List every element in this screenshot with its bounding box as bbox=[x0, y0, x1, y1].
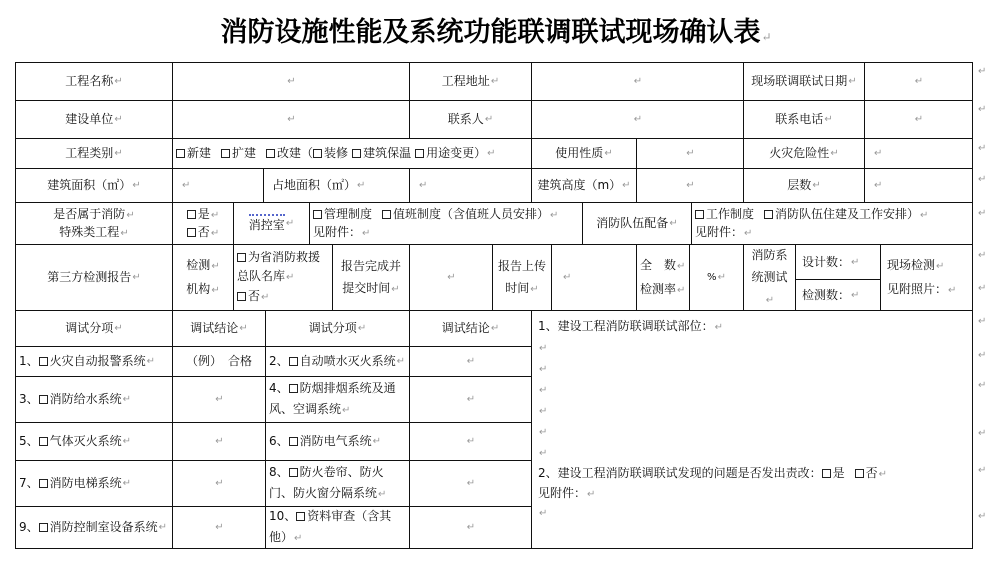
debug-result-3[interactable]: ↵ bbox=[172, 376, 266, 423]
checkbox-special-no[interactable] bbox=[187, 228, 196, 237]
row-end-mark: ↵ bbox=[978, 250, 987, 261]
project-address-label: 工程地址 ↵ bbox=[409, 62, 532, 101]
checkbox-usage-change[interactable] bbox=[415, 149, 424, 158]
checkbox-debug-4[interactable] bbox=[289, 384, 298, 393]
debug-result-6[interactable]: ↵ bbox=[409, 422, 532, 461]
tested-count-field[interactable]: 检测数： ↵ bbox=[795, 279, 881, 311]
debug-result-10[interactable]: ↵ bbox=[409, 506, 532, 549]
row-end-mark: ↵ bbox=[978, 143, 987, 154]
checkbox-rectify-no[interactable] bbox=[855, 469, 864, 478]
row-end-mark: ↵ bbox=[978, 208, 987, 219]
row-end-mark: ↵ bbox=[978, 104, 987, 115]
debug-item-2: 2、 自动喷水灭火系统 ↵ bbox=[265, 346, 410, 377]
control-room-options: 管理制度 值班制度（含值班人员安排）↵ 见附件：↵ bbox=[309, 202, 583, 245]
building-height-field[interactable]: ↵ bbox=[636, 168, 744, 203]
special-project-choice: 是↵ 否↵ bbox=[172, 202, 234, 245]
rectify-question: 2、建设工程消防联调联试发现的问题是否发出责改： 是 否↵ bbox=[538, 466, 888, 480]
contact-label: 联系人 ↵ bbox=[409, 100, 532, 139]
debug-item-4: 4、 防烟排烟系统及通风、空调系统↵ bbox=[265, 376, 410, 423]
header-debug-item-right: 调试分项 ↵ bbox=[265, 310, 410, 347]
fire-team-options: 工作制度 消防队伍住建及工作安排）↵ 见附件：↵ bbox=[691, 202, 973, 245]
debug-result-9[interactable]: ↵ bbox=[172, 506, 266, 549]
checkbox-agency-listed[interactable] bbox=[237, 253, 246, 262]
row-end-mark: ↵ bbox=[978, 66, 987, 77]
third-party-report-label: 第三方检测报告 ↵ bbox=[15, 244, 173, 311]
row-end-mark: ↵ bbox=[978, 428, 987, 439]
building-area-label: 建筑面积（㎡） ↵ bbox=[15, 168, 173, 203]
builder-field[interactable]: ↵ bbox=[172, 100, 410, 139]
control-room-label: 消控室 ↵ bbox=[233, 202, 310, 245]
site-photo-label: 现场检测↵ 见附照片：↵ bbox=[880, 244, 973, 311]
debug-result-5[interactable]: ↵ bbox=[172, 422, 266, 461]
checkbox-rectify-yes[interactable] bbox=[822, 469, 831, 478]
checkbox-debug-10[interactable] bbox=[296, 512, 305, 521]
debug-item-9: 9、 消防控制室设备系统 ↵ bbox=[15, 506, 173, 549]
checkbox-expand[interactable] bbox=[221, 149, 230, 158]
header-debug-result-left: 调试结论 ↵ bbox=[172, 310, 266, 347]
row-end-mark: ↵ bbox=[978, 511, 987, 522]
fire-team-label: 消防队伍配备 ↵ bbox=[582, 202, 692, 245]
row-end-mark: ↵ bbox=[978, 465, 987, 476]
row-end-mark: ↵ bbox=[978, 316, 987, 327]
checkbox-debug-8[interactable] bbox=[289, 468, 298, 477]
checkbox-debug-9[interactable] bbox=[39, 523, 48, 532]
page-title: 消防设施性能及系统功能联调联试现场确认表↵ bbox=[220, 17, 772, 48]
project-type-label: 工程类别 ↵ bbox=[15, 138, 173, 169]
report-done-label: 报告完成并 提交时间↵ bbox=[332, 244, 410, 311]
debug-result-1[interactable]: （例） 合格 bbox=[172, 346, 266, 377]
debug-item-8: 8、 防火卷帘、防火门、防火窗分隔系统↵ bbox=[265, 460, 410, 507]
debug-result-4[interactable]: ↵ bbox=[409, 376, 532, 423]
project-name-field[interactable]: ↵ bbox=[172, 62, 410, 101]
full-rate-field[interactable]: % ↵ bbox=[689, 244, 744, 311]
rectify-attach: 见附件：↵ bbox=[538, 486, 596, 500]
phone-label: 联系电话 ↵ bbox=[743, 100, 865, 139]
debug-result-8[interactable]: ↵ bbox=[409, 460, 532, 507]
checkbox-debug-2[interactable] bbox=[289, 357, 298, 366]
contact-field[interactable]: ↵ bbox=[531, 100, 744, 139]
header-debug-item-left: 调试分项 ↵ bbox=[15, 310, 173, 347]
system-test-label: 消防系 统测试↵ bbox=[743, 244, 796, 311]
usage-label: 使用性质 ↵ bbox=[531, 138, 637, 169]
checkbox-work-system[interactable] bbox=[695, 210, 704, 219]
checkbox-special-yes[interactable] bbox=[187, 210, 196, 219]
notes-area[interactable]: 1、建设工程消防联调联试部位：↵ ↵ ↵ ↵ ↵ ↵ ↵ 2、建设工程消防联调联试发现的问题是否发出责改： 是 否↵ 见附件：↵ ↵ bbox=[531, 310, 973, 549]
special-project-label: 是否属于消防↵ 特殊类工程↵ bbox=[15, 202, 173, 245]
debug-item-7: 7、 消防电梯系统 ↵ bbox=[15, 460, 173, 507]
header-debug-result-right: 调试结论 ↵ bbox=[409, 310, 532, 347]
debug-item-6: 6、 消防电气系统 ↵ bbox=[265, 422, 410, 461]
checkbox-debug-3[interactable] bbox=[39, 395, 48, 404]
full-rate-label: 全 数↵ 检测率↵ bbox=[636, 244, 690, 311]
project-address-field[interactable]: ↵ bbox=[531, 62, 744, 101]
location-label: 1、建设工程消防联调联试部位：↵ bbox=[538, 319, 724, 333]
row-end-mark: ↵ bbox=[978, 380, 987, 391]
floors-field[interactable]: ↵ bbox=[864, 168, 973, 203]
report-upload-label: 报告上传 时间↵ bbox=[492, 244, 552, 311]
debug-item-3: 3、 消防给水系统 ↵ bbox=[15, 376, 173, 423]
checkbox-agency-no[interactable] bbox=[237, 292, 246, 301]
agency-label: 检测↵ 机构↵ bbox=[172, 244, 234, 311]
checkbox-management-system[interactable] bbox=[313, 210, 322, 219]
checkbox-debug-6[interactable] bbox=[289, 437, 298, 446]
row-end-mark: ↵ bbox=[978, 350, 987, 361]
checkbox-debug-7[interactable] bbox=[39, 479, 48, 488]
design-count-field[interactable]: 设计数： ↵ bbox=[795, 244, 881, 280]
fire-risk-label: 火灾危险性 ↵ bbox=[743, 138, 865, 169]
builder-label: 建设单位 ↵ bbox=[15, 100, 173, 139]
checkbox-debug-5[interactable] bbox=[39, 437, 48, 446]
building-height-label: 建筑高度（m） ↵ bbox=[531, 168, 637, 203]
checkbox-debug-1[interactable] bbox=[39, 357, 48, 366]
checkbox-decoration[interactable] bbox=[313, 149, 322, 158]
row-end-mark: ↵ bbox=[978, 283, 987, 294]
debug-item-5: 5、 气体灭火系统 ↵ bbox=[15, 422, 173, 461]
checkbox-duty-system[interactable] bbox=[382, 210, 391, 219]
report-done-field[interactable]: ↵ bbox=[409, 244, 493, 311]
floors-label: 层数 ↵ bbox=[743, 168, 865, 203]
test-date-field[interactable]: ↵ bbox=[864, 62, 973, 101]
row-end-mark: ↵ bbox=[978, 174, 987, 185]
phone-field[interactable]: ↵ bbox=[864, 100, 973, 139]
debug-item-1: 1、 火灾自动报警系统 ↵ bbox=[15, 346, 173, 377]
agency-options: 为省消防救援 总队名库↵ 否↵ bbox=[233, 244, 333, 311]
test-date-label: 现场联调联试日期 ↵ bbox=[743, 62, 865, 101]
checkbox-new[interactable] bbox=[176, 149, 185, 158]
checkbox-insulation[interactable] bbox=[352, 149, 361, 158]
land-area-field[interactable]: ↵ bbox=[409, 168, 532, 203]
project-name-label: 工程名称 ↵ bbox=[15, 62, 173, 101]
debug-result-2[interactable]: ↵ bbox=[409, 346, 532, 377]
fire-risk-field[interactable]: ↵ bbox=[864, 138, 973, 169]
usage-field[interactable]: ↵ bbox=[636, 138, 744, 169]
land-area-label: 占地面积（㎡） ↵ bbox=[263, 168, 410, 203]
building-area-field[interactable]: ↵ bbox=[172, 168, 264, 203]
debug-result-7[interactable]: ↵ bbox=[172, 460, 266, 507]
project-type-options: 新建 扩建 改建（ 装修 建筑保温 用途变更） ↵ bbox=[172, 138, 532, 169]
debug-item-10: 10、 资料审查（含其他）↵ bbox=[265, 506, 410, 549]
checkbox-team-arrangement[interactable] bbox=[764, 210, 773, 219]
checkbox-rebuild[interactable] bbox=[266, 149, 275, 158]
report-upload-field[interactable]: ↵ bbox=[551, 244, 637, 311]
